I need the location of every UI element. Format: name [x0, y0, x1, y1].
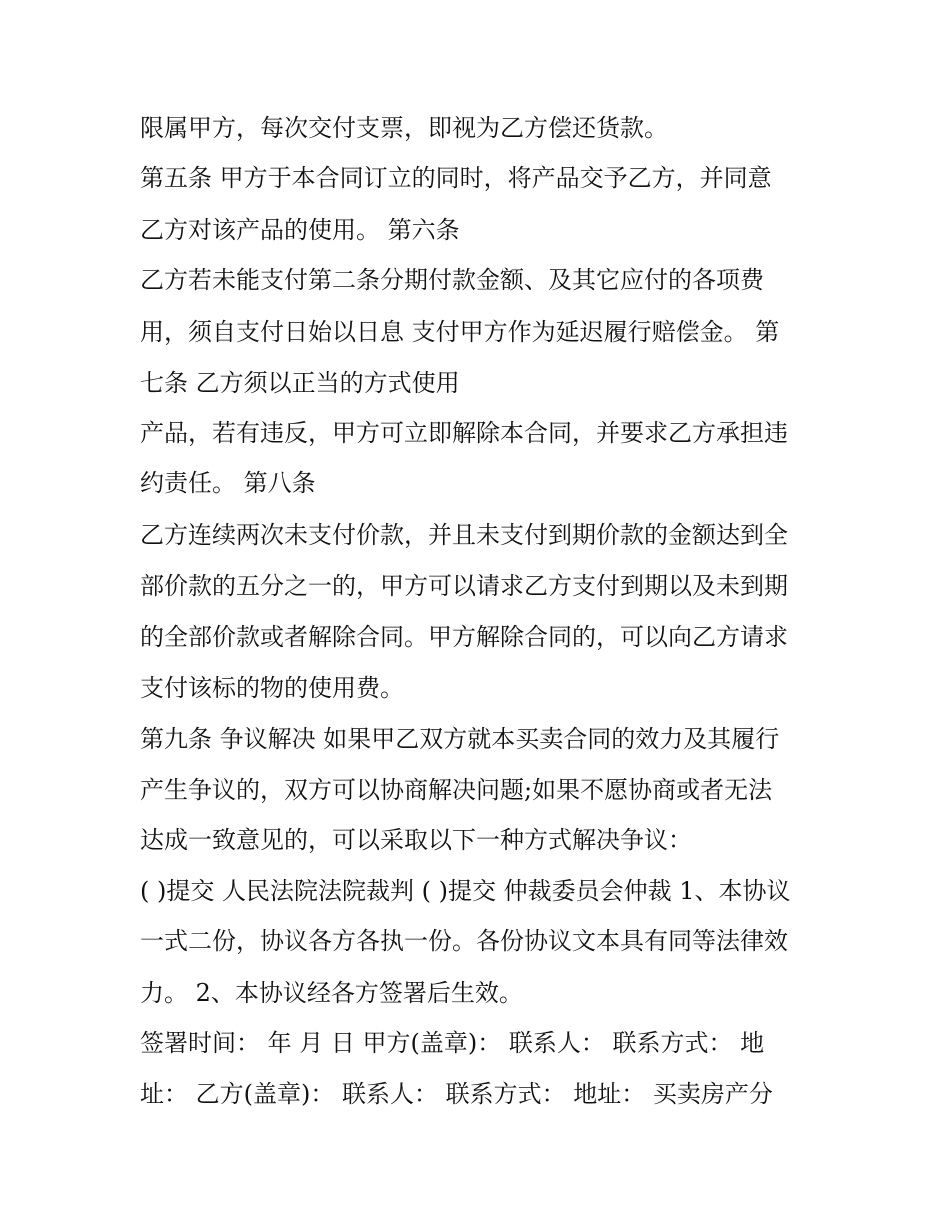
text-line: 限属甲方，每次交付支票，即视为乙方偿还货款。 [140, 114, 668, 142]
text-line: 第九条 争议解决 如果甲乙双方就本买卖合同的效力及其履行 [140, 725, 780, 753]
text-line: 达成一致意见的，可以采取以下一种方式解决争议： [140, 826, 692, 854]
text-line: 乙方若未能支付第二条分期付款金额、及其它应付的各项费 [140, 266, 764, 294]
text-line: 支付该标的物的使用费。 [140, 674, 404, 702]
text-line: 七条 乙方须以正当的方式使用 [140, 369, 460, 397]
text-line: 部价款的五分之一的，甲方可以请求乙方支付到期以及未到期 [140, 572, 788, 600]
text-line: 的全部价款或者解除合同。甲方解除合同的，可以向乙方请求 [140, 623, 788, 651]
text-line: 签署时间： 年 月 日 甲方(盖章)： 联系人： 联系方式： 地 [140, 1029, 765, 1057]
text-line: 一式二份，协议各方各执一份。各份协议文本具有同等法律效 [140, 927, 788, 955]
text-line: 用，须自支付日始以日息 支付甲方作为延迟履行赔偿金。 第 [140, 318, 780, 346]
text-line: 约责任。 第八条 [140, 469, 316, 497]
text-line: 址： 乙方(盖章)： 联系人： 联系方式： 地址： 买卖房产分 [140, 1080, 773, 1108]
text-line: 产品，若有违反，甲方可立即解除本合同，并要求乙方承担违 [140, 419, 788, 447]
text-line: 产生争议的，双方可以协商解决问题;如果不愿协商或者无法 [140, 776, 773, 804]
text-line: 第五条 甲方于本合同订立的同时，将产品交予乙方，并同意 [140, 164, 772, 192]
text-line: 力。 2、本协议经各方签署后生效。 [140, 979, 523, 1007]
text-line: ( )提交 人民法院法院裁判 ( )提交 仲裁委员会仲裁 1、本协议 [140, 877, 791, 905]
text-line: 乙方对该产品的使用。 第六条 [140, 216, 460, 244]
text-line: 乙方连续两次未支付价款，并且未支付到期价款的金额达到全 [140, 521, 788, 549]
